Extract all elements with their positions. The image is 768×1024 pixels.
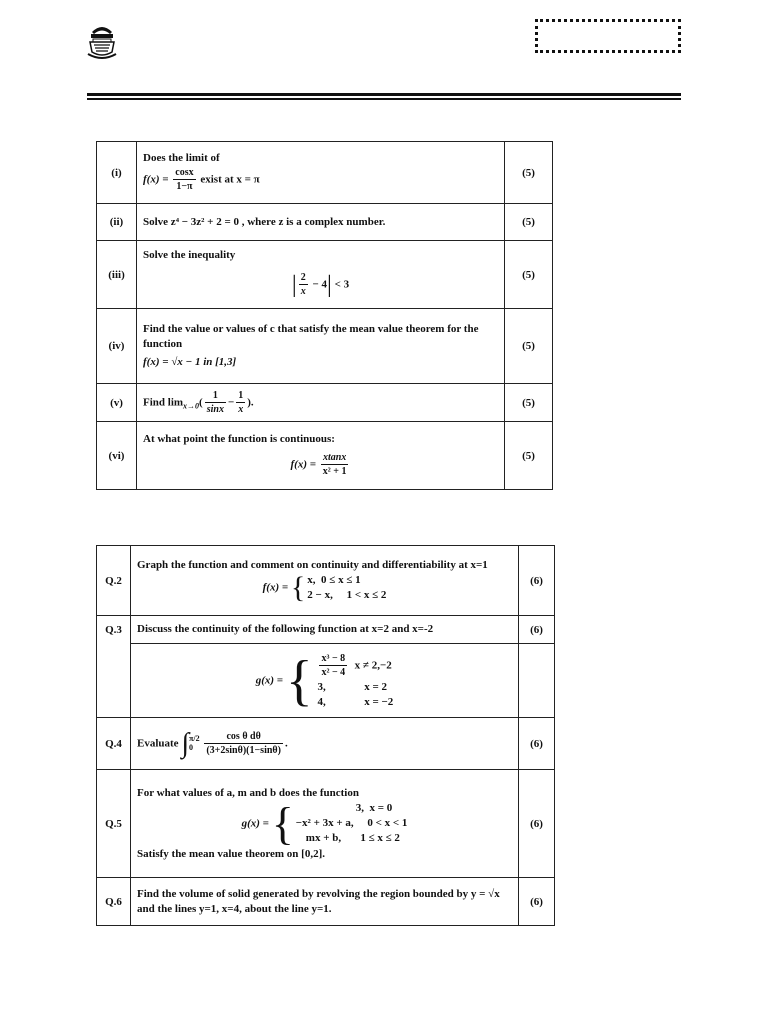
marks: (5) — [505, 309, 553, 384]
header-rule-thin — [87, 98, 681, 100]
case-condition: x = 2 — [364, 680, 387, 693]
university-crest-logo — [84, 22, 120, 60]
math-lhs: f(x) = — [262, 581, 289, 594]
case-line: mx + b, 1 ≤ x ≤ 2 — [305, 831, 400, 844]
marks: (5) — [505, 384, 553, 422]
case-line: 2 − x, 1 < x ≤ 2 — [307, 588, 387, 601]
question-line: Find the volume of solid generated by revolving the region bounded by y = √x — [137, 887, 500, 900]
question-text: Discuss the continuity of the following function at x=2 and x=-2 — [131, 616, 519, 644]
paren-close: ). — [247, 396, 254, 409]
case-line: −x² + 3x + a, 0 < x < 1 — [295, 817, 408, 830]
question-pre: Find lim — [143, 396, 184, 409]
abs-tail: − 4 — [312, 278, 327, 291]
question-row — [97, 204, 553, 241]
question-row — [97, 309, 553, 384]
marks: (5) — [505, 142, 553, 204]
fraction-numerator: 2 — [299, 271, 308, 286]
math-lhs: g(x) = — [241, 817, 269, 830]
case-line: x, 0 ≤ x ≤ 1 — [307, 574, 361, 587]
question-text: Solve the inequality | $\frac{2}{x}$ − 4| < 3 — [137, 241, 505, 309]
period: . — [284, 737, 288, 750]
question-number: Q.2 — [97, 546, 131, 616]
marks: (5) — [505, 241, 553, 309]
question-pre: Evaluate — [137, 737, 179, 750]
integral-lower-limit: 0 — [188, 742, 193, 752]
fraction-denominator: x² + 1 — [322, 466, 347, 478]
question-text — [137, 422, 505, 490]
integral-upper-limit: π/2 — [188, 733, 200, 743]
question-line: Solve the inequality — [143, 248, 236, 261]
question-row — [97, 718, 555, 770]
fraction-numerator: cosx — [173, 166, 195, 181]
fraction-numerator: 1 — [205, 389, 226, 404]
marks: (5) — [505, 422, 553, 490]
question-number: (ii) — [97, 204, 137, 241]
question-line: At what point the function is continuous: — [143, 433, 335, 446]
header-rule-thick — [87, 93, 681, 96]
case-condition: x = −2 — [364, 695, 394, 708]
marks: (6) — [519, 718, 555, 770]
question-number: Q.5 — [97, 770, 131, 878]
question-text: Evaluate ∫ π/2 0 $\frac{\text{cos θ dθ}}{(3+2\sin\theta)(1-\sin\theta)}$ . — [131, 718, 519, 770]
fraction-numerator: cos θ dθ — [204, 730, 283, 745]
question-number: (iv) — [97, 309, 137, 384]
marks: (6) — [519, 770, 555, 878]
question-row — [97, 142, 553, 204]
question-table-2 — [96, 545, 555, 926]
question-line: function — [143, 338, 183, 351]
minus-sign: − — [227, 396, 235, 409]
question-table-1 — [96, 141, 553, 490]
fraction-numerator: x³ − 8 — [319, 652, 347, 667]
question-text: Graph the function and comment on continuity and differentiability at x=1 f(x) = { x, 0 ≤ x ≤ 1 2 − x, 1 < x ≤ 2 — [131, 546, 519, 616]
question-number: Q.4 — [97, 718, 131, 770]
case-condition: x ≠ 2,−2 — [354, 659, 392, 672]
question-line: Satisfy the mean value theorem on [0,2]. — [137, 847, 325, 860]
roll-number-box — [535, 19, 681, 53]
fraction-denominator: (3+2sinθ)(1−sinθ) — [206, 745, 281, 756]
question-line: Graph the function and comment on continuity and differentiability at x=1 — [137, 559, 488, 572]
marks: (6) — [519, 878, 555, 926]
question-line: For what values of a, m and b does the function — [137, 786, 359, 799]
question-text: Solve z⁴ − 3z² + 2 = 0 , where z is a complex number. — [137, 204, 505, 241]
marks: (6) — [519, 616, 555, 644]
question-row — [97, 241, 553, 309]
fraction-denominator: x² − 4 — [321, 667, 346, 679]
question-row — [97, 384, 553, 422]
math-lhs: f(x) = — [290, 458, 317, 471]
inequality-rhs: < 3 — [334, 278, 350, 291]
question-line: Does the limit of — [143, 152, 220, 165]
fraction-denominator: x — [300, 286, 306, 298]
fraction-denominator: x — [238, 404, 244, 415]
question-line: and the lines y=1, x=4, about the line y=1. — [137, 902, 332, 915]
question-text — [131, 878, 519, 926]
question-row — [97, 770, 555, 878]
question-text — [137, 309, 505, 384]
question-text — [137, 142, 505, 204]
question-line: f(x) = √x − 1 in [1,3] — [143, 355, 237, 368]
case-value: 3, — [317, 680, 326, 693]
question-number: (vi) — [97, 422, 137, 490]
question-number: (v) — [97, 384, 137, 422]
case-line: 3, x = 0 — [355, 802, 393, 815]
question-text: For what values of a, m and b does the function g(x) = { 3, x = 0 −x² + 3x + a, 0 < x < 1 mx + b, 1 ≤ x ≤ 2 Satisfy the mean value theorem on [0,2]. — [131, 770, 519, 878]
question-text: g(x) = { $\frac{\text{x³ − 8}}{\text{x² − 4}}$ x ≠ 2,−2 3, x = 2 4, x = −2 — [131, 644, 519, 718]
question-row — [97, 878, 555, 926]
math-lhs: g(x) = — [255, 674, 284, 687]
marks: (6) — [519, 546, 555, 616]
question-number: Q.6 — [97, 878, 131, 926]
marks: (5) — [505, 204, 553, 241]
fraction-denominator: 1−π — [176, 181, 193, 193]
limit-subscript: x→0 — [183, 401, 200, 411]
question-tail: exist at x = π — [200, 173, 260, 186]
question-line: Find the value or values of c that satisfy the mean value theorem for the — [143, 323, 479, 336]
question-row — [97, 616, 555, 644]
question-row — [97, 422, 553, 490]
fraction-denominator: sinx — [206, 404, 224, 415]
question-number: (i) — [97, 142, 137, 204]
question-number: (iii) — [97, 241, 137, 309]
question-row — [97, 546, 555, 616]
paren-open: ( — [199, 396, 203, 409]
fraction-numerator: 1 — [236, 389, 245, 404]
case-value: 4, — [317, 695, 326, 708]
question-number: Q.3 — [97, 616, 131, 644]
question-row-continued — [97, 644, 555, 718]
math-lhs: f(x) = — [143, 173, 169, 186]
question-text — [137, 384, 505, 422]
fraction-numerator: xtanx — [321, 451, 349, 466]
